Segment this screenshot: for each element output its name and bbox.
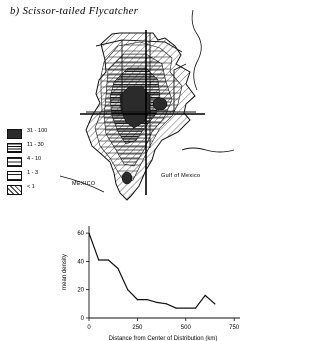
- legend-label: 1 - 3: [27, 170, 39, 176]
- data-point: [98, 259, 99, 260]
- x-tick-label: 500: [180, 325, 191, 331]
- x-ticks: [87, 318, 240, 331]
- distribution-map: [60, 10, 234, 200]
- y-tick-label: 0: [80, 316, 84, 322]
- zone-dark-core-east: [153, 98, 167, 110]
- data-point: [117, 268, 118, 269]
- x-tick-label: 250: [132, 325, 143, 331]
- y-tick-label: 20: [77, 287, 84, 294]
- data-point: [166, 303, 167, 304]
- y-ticks: [77, 231, 89, 322]
- x-axis-label: Distance from Center of Distribution (km): [108, 336, 218, 341]
- map-label-gulf: Gulf of Mexico: [161, 173, 201, 179]
- y-tick-label: 60: [77, 231, 84, 238]
- data-point: [146, 299, 147, 300]
- legend-item: [7, 170, 77, 180]
- data-point: [195, 307, 196, 308]
- legend-item: [7, 128, 77, 138]
- legend-item: [7, 184, 77, 194]
- data-point: [185, 307, 186, 308]
- x-tick-label: 0: [87, 325, 91, 331]
- legend-swatch: [7, 185, 22, 195]
- data-point: [137, 299, 138, 300]
- legend-label: < 1: [27, 184, 35, 190]
- legend-label: 4 - 10: [27, 156, 42, 162]
- chart-plot: [62, 226, 240, 341]
- gulf-coastline: [182, 148, 234, 152]
- map-label-mexico: MEXICO: [72, 181, 96, 187]
- data-point: [108, 259, 109, 260]
- data-point: [176, 307, 177, 308]
- data-point: [205, 295, 206, 296]
- data-point: [127, 289, 128, 290]
- legend-item: [7, 156, 77, 166]
- y-axis-label: mean density: [62, 254, 68, 290]
- legend-label: 11 - 30: [27, 142, 44, 148]
- y-tick-label: 40: [77, 259, 84, 266]
- x-tick-label: 750: [229, 325, 240, 331]
- legend-swatch: [7, 157, 22, 167]
- legend-swatch: [7, 171, 22, 181]
- legend-label: 31 - 100: [27, 128, 48, 134]
- figure-title: b) Scissor-tailed Flycatcher: [10, 6, 139, 17]
- zone-dark-patch-south: [122, 172, 132, 184]
- legend-item: [7, 142, 77, 152]
- series-line: [89, 233, 215, 308]
- legend-swatch: [7, 129, 22, 139]
- data-point: [88, 232, 89, 233]
- data-point: [214, 303, 215, 304]
- map-legend: [7, 128, 77, 198]
- legend-swatch: [7, 143, 22, 153]
- data-point: [156, 302, 157, 303]
- mississippi-river: [192, 10, 201, 90]
